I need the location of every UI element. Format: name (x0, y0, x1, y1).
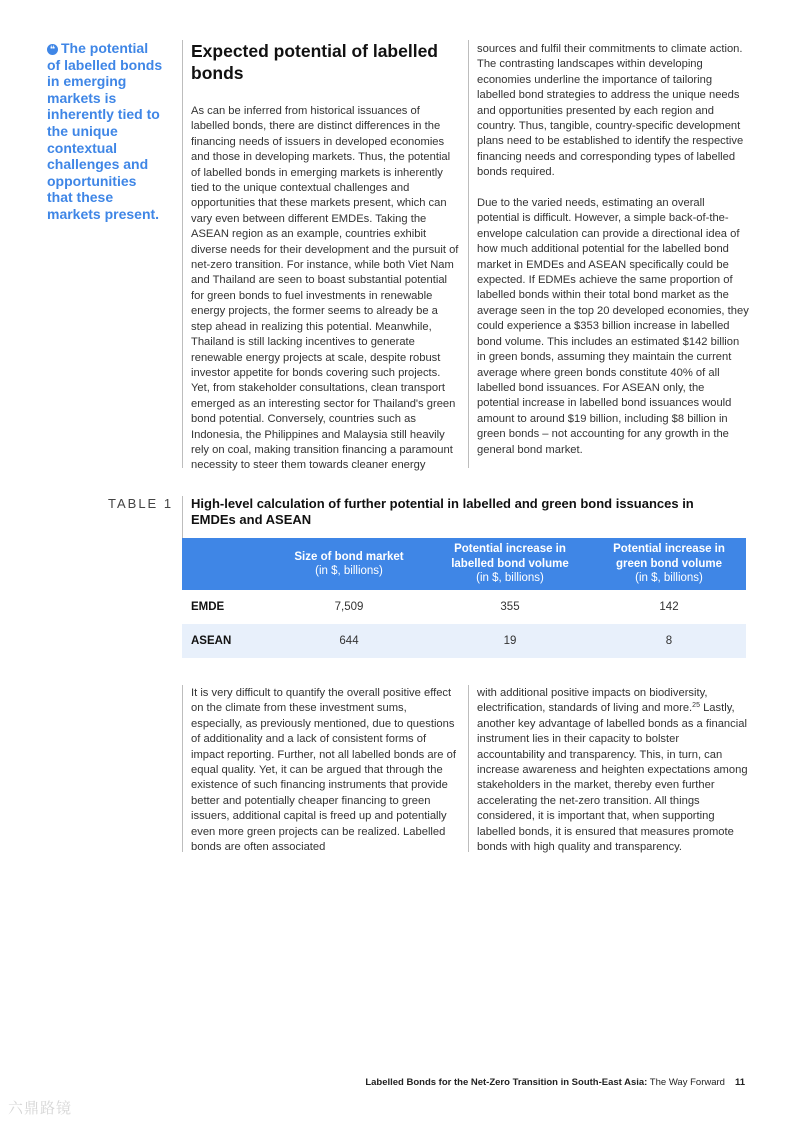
table-row (182, 624, 746, 658)
table-cell: 142 (659, 601, 679, 613)
quote-icon: ❝ (47, 44, 58, 55)
section-heading: Expected potential of labelled bonds (191, 41, 438, 83)
header-unit: (in $, billions) (635, 572, 703, 585)
table-label: TABLE 1 (108, 496, 174, 511)
bottom-divider-middle (468, 685, 469, 852)
body-paragraph (477, 686, 749, 855)
row-label: ASEAN (182, 624, 270, 658)
body-column-right (477, 42, 749, 458)
footer-title-rest: The Way Forward (647, 1077, 725, 1088)
header-unit: (in $, billions) (315, 565, 383, 577)
text-segment: Lastly, another key advantage of labelled bonds as a financial instrument lies in their capacity to bolster accountability and transparency. This, in turn, can increase awareness and heighten expectations among stakeholders in the market, thereby even further accelerating the net-zero transition. All things considered, it is important that, when supporting labelled bonds, it is ensured that measures promote bonds with high quality and transparency. (477, 702, 748, 854)
table-cell: 644 (270, 624, 428, 658)
table-caption: High-level calculation of further potential in labelled and green bond issuances in EMDEs and ASEAN (191, 496, 694, 527)
table-cell: 8 (592, 624, 746, 658)
bottom-divider-left (182, 685, 183, 852)
body-paragraph: It is very difficult to quantify the overall positive effect on the climate from these investment sums, especially, as previously mentioned, due to questions of additionality and a lack of consistent forms of impact reporting. Further, not all labelled bonds are of equal quality. Yet, it can be argued that through the existence of such financing instruments that provide better and potentially cheaper financing to green issuers, additional capital is freed up and potentially even more green projects can be realized. Labelled bonds are often associated (191, 687, 456, 854)
table-cell: 7,509 (334, 601, 364, 613)
column-divider-left (182, 40, 183, 468)
table-cell: 19 (428, 624, 592, 658)
table-row (182, 590, 746, 624)
table-cell: 355 (500, 601, 520, 613)
table-header-cell (592, 538, 746, 590)
footnote-ref[interactable]: 25 (692, 702, 700, 710)
watermark: 六鼎路镜 (8, 1100, 73, 1117)
body-paragraph: sources and fulfil their commitments to climate action. The contrasting landscapes within developing economies underline the importance of tailoring labelled bond strategies to address the unique needs and opportunities presented by each region and country. Thus, tangible, country-specific development plans need to be established to identify the respective financing needs and corresponding types of labelled bonds required. (477, 43, 744, 179)
page-number: 11 (734, 1077, 745, 1088)
pull-quote (47, 40, 165, 223)
body-paragraph: Due to the varied needs, estimating an overall potential is difficult. However, a simple back-of-the-envelope calculation can provide a directional idea of how much additional potential for the labelled bond market in EMDEs and ASEAN specifically could be expected. If EDMEs achieve the same proportion of labelled bonds within their total bond market as the average seen in the top 20 developed economies, they could experience a $353 billion increase in labelled bond volume. This includes an estimated $142 billion in green bonds, assuming they maintain the current average where green bonds constitute 40% of all labelled bond issuances. For ASEAN only, the potential increase in labelled bond issuances would amount to around $19 billion, including $8 billion in green bonds – not accounting for any growth in the general bond market. (477, 197, 749, 456)
header-title: Potential increase in labelled bond volume (451, 543, 569, 570)
body-paragraph: As can be inferred from historical issuances of labelled bonds, there are distinct differences in the financing needs of issuers in developed economies and those in developing markets. Thus, the potential of labelled bonds in emerging markets is inherently tied to the unique contextual challenges and opportunities that these markets present, which can vary even between different EMDEs. Taking the ASEAN region as an example, countries exhibit diverse needs for their development and the pursuit of net-zero transition. For instance, while both Viet Nam and Thailand are seen to boast substantial potential for green bonds to fuel investments in renewable energy projects, the former seems to already be a step ahead in realizing this potential. Meanwhile, Thailand is still lacking incentives to generate renewable energy projects at scale, despite robust investor appetite for bonds covering such projects. Yet, from stakeholder consultations, clean transport emerged as an interesting sector for Thailand's green bond potential. Conversely, countries such as Indonesia, the Philippines and Malaysia still heavily rely on coal, making transition financing a paramount necessity to steer them towards cleaner energy (191, 105, 459, 472)
pull-quote-text: The potential of labelled bonds in emerging markets is inherently tied to the unique contextual challenges and opportunities that these markets present. (47, 40, 163, 222)
footer-title-bold: Labelled Bonds for the Net-Zero Transition in South-East Asia: (365, 1077, 648, 1088)
header-title: Potential increase in green bond volume (613, 543, 725, 570)
row-label: EMDE (191, 601, 225, 613)
header-title: Size of bond market (294, 550, 404, 563)
table-header-row (182, 538, 746, 590)
page-footer (365, 1077, 745, 1088)
bond-potential-table (182, 538, 746, 658)
table-caption-divider (182, 496, 183, 538)
body-column-left (191, 104, 461, 474)
table-header-cell (428, 538, 592, 590)
column-divider-middle (468, 40, 469, 468)
body-column-right-bottom (477, 686, 749, 855)
text-segment: with additional positive impacts on biodiversity, electrification, standards of living and more. (477, 687, 708, 715)
body-column-left-bottom (191, 686, 461, 855)
table-header-empty (182, 538, 270, 590)
table-header-cell (270, 538, 428, 590)
header-unit: (in $, billions) (476, 572, 544, 585)
